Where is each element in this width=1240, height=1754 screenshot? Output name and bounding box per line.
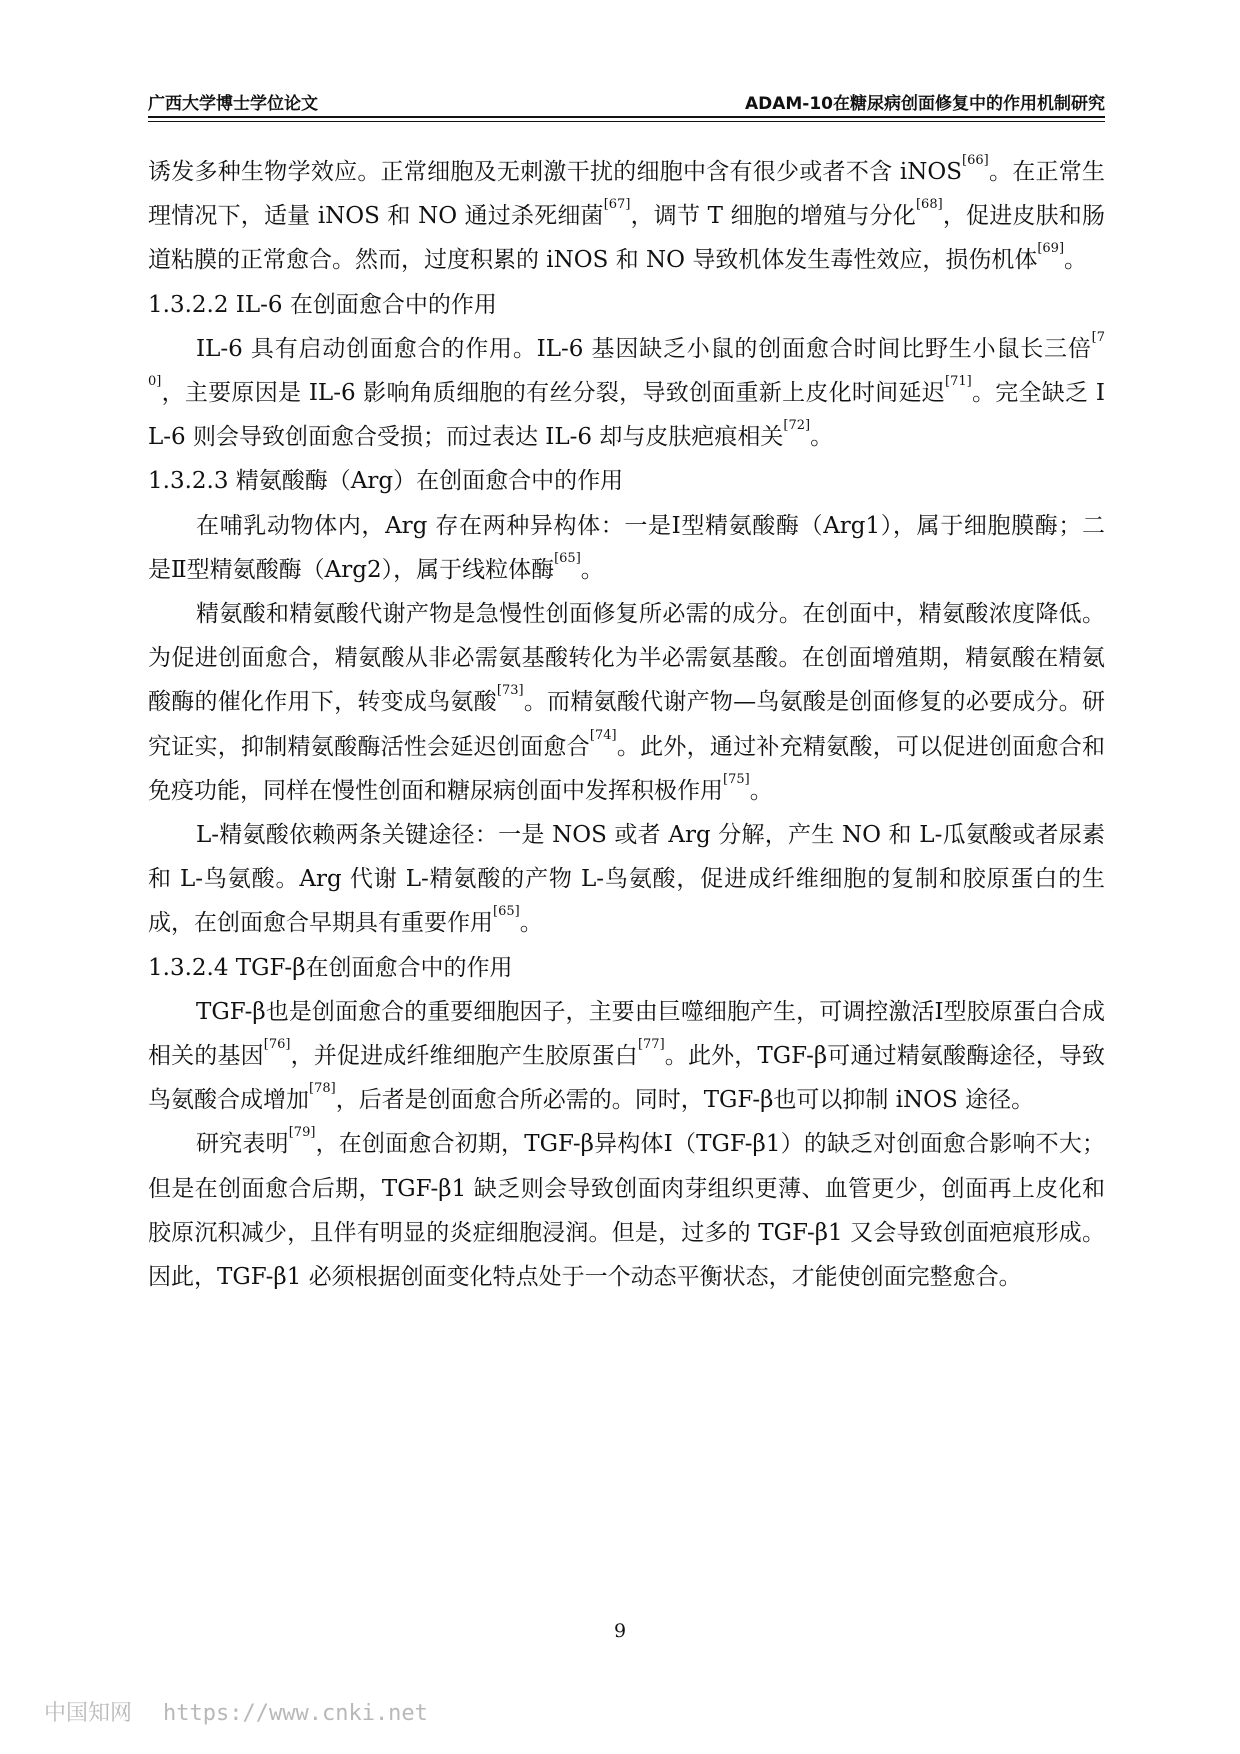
running-header (148, 85, 1105, 113)
citation-ref: [65] (493, 904, 520, 920)
section-heading (148, 459, 1105, 503)
watermark-url: https://www.cnki.net (163, 1701, 428, 1726)
text-run: 。 (580, 556, 604, 583)
header-rule (148, 116, 1105, 118)
citation-ref: [69] (1037, 241, 1065, 257)
text-run: IL-6 具有启动创面愈合的作用。IL-6 基因缺乏小鼠的创面愈合时间比野生小鼠长三倍 (196, 335, 1092, 362)
text-run: ，后者是创面愈合所必需的。同时，TGF-β也可以抑制 iNOS 途径。 (335, 1087, 1035, 1114)
watermark-site: 中国知网 (44, 1701, 133, 1726)
citation-ref: [77] (637, 1037, 665, 1053)
text-run: 1.3.2.2 IL-6 在创面愈合中的作用 (148, 291, 497, 318)
body-paragraph (148, 504, 1105, 592)
body-paragraph (148, 592, 1105, 813)
citation-ref: [75] (723, 771, 750, 787)
text-run: 。 (519, 910, 543, 937)
citation-ref: [79] (288, 1125, 316, 1141)
body-paragraph (148, 813, 1105, 946)
text-run: 诱发多种生物学效应。正常细胞及无刺激干扰的细胞中含有很少或者不含 iNOS (148, 159, 963, 185)
text-run: 研究表明 (196, 1131, 289, 1158)
text-run: TGF-β也是创面愈合的重要细胞因子，主要由巨噬细胞产生，可调控激活Ⅰ型胶原蛋白合成相关的基因 (148, 998, 1105, 1070)
citation-ref: [73] (496, 683, 524, 699)
citation-ref: [76] (263, 1037, 291, 1053)
citation-ref: [67] (603, 197, 631, 213)
header-thesis-title: ADAM-10在糖尿病创面修复中的作用机制研究 (744, 94, 1105, 114)
text-run: 。 (1064, 247, 1088, 274)
body-paragraph (148, 327, 1105, 460)
body-paragraph (148, 1122, 1105, 1299)
text-run: 。 (749, 777, 773, 804)
text-run: 。此外，通过补充精氨酸，可以促进创面愈合和免疫功能，同样在慢性创面和糖尿病创面中发挥积极作用 (148, 733, 1106, 804)
citation-ref: [72] (783, 418, 811, 434)
text-run: 。 (810, 424, 834, 451)
section-heading (148, 946, 1105, 990)
text-run: ，并促进成纤维细胞产生胶原蛋白 (290, 1043, 638, 1070)
section-heading (148, 283, 1105, 327)
citation-ref: [66] (962, 153, 989, 168)
text-run: ，促进皮肤和肠道粘膜的正常愈合。然而，过度积累的 iNOS 和 NO 导致机体发生毒性效应，损伤机体 (148, 203, 1105, 274)
text-run: ，在创面愈合初期，TGF-β异构体Ⅰ（TGF-β1）的缺乏对创面愈合影响不大；但是在创面愈合后期，TGF-β1 缺乏则会导致创面肉芽组织更薄、血管更少，创面再上皮化和胶原沉积减少，且伴有明显的炎症细胞浸润。但是，过多的 TGF-β1 又会导致创面疤痕形成。因此，TGF-β1 必须根据创面变化特点处于一个动态平衡状态，才能使创面完整愈合。 (148, 1131, 1106, 1291)
page-number: 9 (613, 1620, 627, 1642)
text-run: 1.3.2.4 TGF-β在创面愈合中的作用 (148, 954, 513, 981)
text-run: 。此外，TGF-β可通过精氨酸酶途径，导致鸟氨酸合成增加 (148, 1043, 1106, 1114)
page-body (148, 150, 1105, 1299)
text-run: 。而精氨酸代谢产物—鸟氨酸是创面修复的必要成分。研究证实，抑制精氨酸酶活性会延迟创面愈合 (148, 689, 1106, 760)
citation-ref: [78] (309, 1081, 336, 1097)
citation-ref: [70] (148, 329, 1105, 390)
watermark (44, 1696, 428, 1727)
text-run: 。在正常生理情况下，适量 iNOS 和 NO 通过杀死细菌 (148, 159, 1106, 230)
text-run: 精氨酸和精氨酸代谢产物是急慢性创面修复所必需的成分。在创面中，精氨酸浓度降低。为促进创面愈合，精氨酸从非必需氨基酸转化为半必需氨基酸。在创面增殖期，精氨酸在精氨酸酶的催化作用下，转变成鸟氨酸 (148, 601, 1105, 716)
citation-ref: [65] (554, 550, 581, 566)
citation-ref: [71] (945, 374, 972, 390)
text-run: L-精氨酸依赖两条关键途径：一是 NOS 或者 Arg 分解，产生 NO 和 L-瓜氨酸或者尿素和 L-鸟氨酸。Arg 代谢 L-精氨酸的产物 L-鸟氨酸，促进成纤维细胞的复制和胶原蛋白的生成，在创面愈合早期具有重要作用 (148, 822, 1105, 937)
header-rule-thin (148, 121, 1105, 122)
citation-ref: [68] (915, 197, 943, 213)
body-paragraph (148, 990, 1105, 1123)
text-run: 1.3.2.3 精氨酸酶（Arg）在创面愈合中的作用 (148, 468, 624, 495)
citation-ref: [74] (589, 727, 617, 743)
text-run: ，调节 T 细胞的增殖与分化 (630, 203, 916, 230)
body-paragraph (148, 150, 1105, 283)
text-run: 。完全缺乏 IL-6 则会导致创面愈合受损；而过表达 IL-6 却与皮肤疤痕相关 (148, 380, 1105, 451)
header-thesis-label: 广西大学博士学位论文 (148, 94, 318, 114)
text-run: ，主要原因是 IL-6 影响角质细胞的有丝分裂，导致创面重新上皮化时间延迟 (161, 380, 945, 407)
text-run: 在哺乳动物体内，Arg 存在两种异构体：一是Ⅰ型精氨酸酶（Arg1），属于细胞膜酶；二是Ⅱ型精氨酸酶（Arg2），属于线粒体酶 (148, 512, 1105, 583)
